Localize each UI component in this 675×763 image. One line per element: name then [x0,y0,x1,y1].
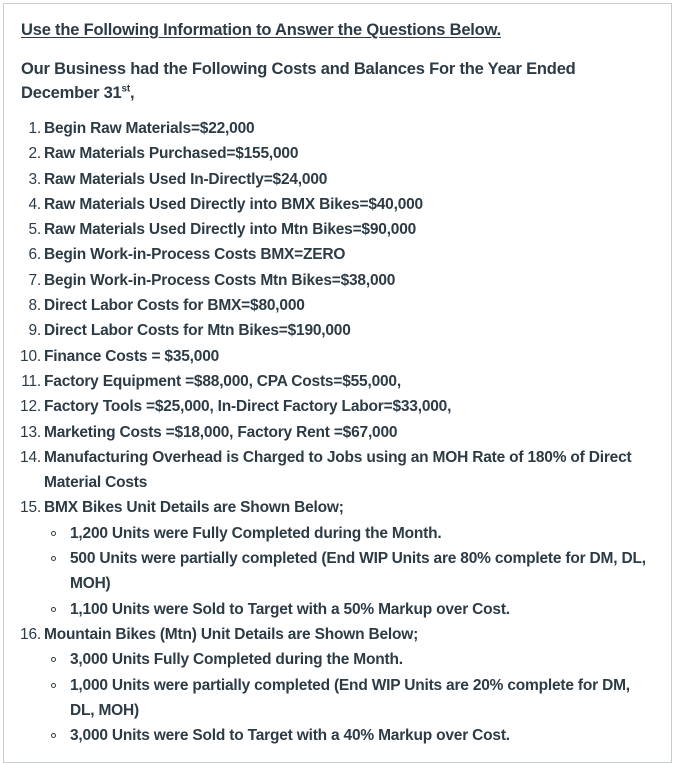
mtn-details-list [44,647,654,748]
item-number: 13. [20,423,41,441]
item-number: 2. [28,145,41,163]
item-number: 12. [20,398,41,416]
item-number: 10. [20,347,41,365]
sub-list-item [70,546,654,597]
bmx-details-list [44,521,654,622]
list-item [28,217,654,242]
list-item [28,141,654,166]
intro-suffix: , [130,84,135,102]
sub-item-text: 500 Units were partially completed (End WIP Units are 80% complete for DM, DL, MOH) [70,550,646,593]
list-item [28,318,654,343]
content-panel [3,3,672,763]
sub-item-text: 3,000 Units Fully Completed during the Month. [70,651,403,669]
list-item [20,420,654,445]
item-text: Raw Materials Used Directly into Mtn Bikes=$90,000 [44,221,417,239]
list-item [28,116,654,141]
list-item [28,192,654,217]
list-item [21,369,654,394]
item-number: 14. [20,448,41,466]
sub-list-item [70,597,654,622]
item-number: 1. [28,120,41,137]
item-number: 11. [21,372,41,390]
item-text: Begin Work-in-Process Costs BMX=ZERO [44,246,346,264]
list-item [20,622,654,748]
sub-list-item [70,647,654,672]
intro-paragraph [21,57,651,105]
list-item [28,242,654,267]
item-text: Finance Costs = $35,000 [44,347,220,365]
item-text: Factory Tools =$25,000, In-Direct Factory Labor=$33,000, [44,398,452,416]
item-text: Direct Labor Costs for Mtn Bikes=$190,000 [44,322,351,340]
list-item [20,394,654,419]
section-heading: Use the Following Information to Answer the Questions Below. [21,21,501,39]
item-number: 5. [28,221,41,239]
bullet-icon [51,683,56,688]
item-text: Mountain Bikes (Mtn) Unit Details are Shown Below; [44,625,419,643]
bullet-icon [51,607,56,612]
item-text: Marketing Costs =$18,000, Factory Rent =$67,000 [44,423,398,441]
list-item [20,445,654,496]
sub-item-text: 1,200 Units were Fully Completed during the Month. [70,524,442,542]
sub-list-item [70,673,654,724]
bullet-icon [51,556,56,561]
item-text: Begin Raw Materials=$22,000 [44,120,255,137]
sub-item-text: 1,100 Units were Sold to Target with a 50% Markup over Cost. [70,600,510,618]
item-number: 6. [28,246,41,264]
intro-text: Our Business had the Following Costs and Balances For the Year Ended December 31 [21,60,576,102]
sub-item-text: 3,000 Units were Sold to Target with a 40% Markup over Cost. [70,727,510,745]
item-number: 3. [28,170,41,188]
list-item [28,293,654,318]
list-item [28,268,654,293]
item-text: Raw Materials Purchased=$155,000 [44,145,299,163]
item-number: 15. [20,499,41,517]
item-text: BMX Bikes Unit Details are Shown Below; [44,499,344,517]
sub-list-item [70,723,654,748]
cost-items-list [20,116,654,748]
item-text: Factory Equipment =$88,000, CPA Costs=$55,000, [44,372,401,390]
sub-item-text: 1,000 Units were partially completed (End WIP Units are 20% complete for DM, DL, MOH) [70,676,630,719]
item-text: Raw Materials Used In-Directly=$24,000 [44,170,328,188]
sub-list-item [70,521,654,546]
item-text: Direct Labor Costs for BMX=$80,000 [44,297,305,315]
item-text: Manufacturing Overhead is Charged to Jobs using an MOH Rate of 180% of Direct Material Costs [44,448,632,492]
item-number: 7. [28,271,41,289]
intro-superscript: st [121,83,131,95]
item-number: 4. [28,195,41,213]
item-number: 16. [20,625,41,643]
bullet-icon [51,733,56,738]
item-text: Raw Materials Used Directly into BMX Bikes=$40,000 [44,195,423,213]
list-item [20,495,654,621]
list-item [20,344,654,369]
item-number: 8. [28,297,41,315]
bullet-icon [51,531,56,536]
item-number: 9. [28,322,41,340]
item-text: Begin Work-in-Process Costs Mtn Bikes=$38,000 [44,271,396,289]
bullet-icon [51,657,56,662]
list-item [28,167,654,192]
